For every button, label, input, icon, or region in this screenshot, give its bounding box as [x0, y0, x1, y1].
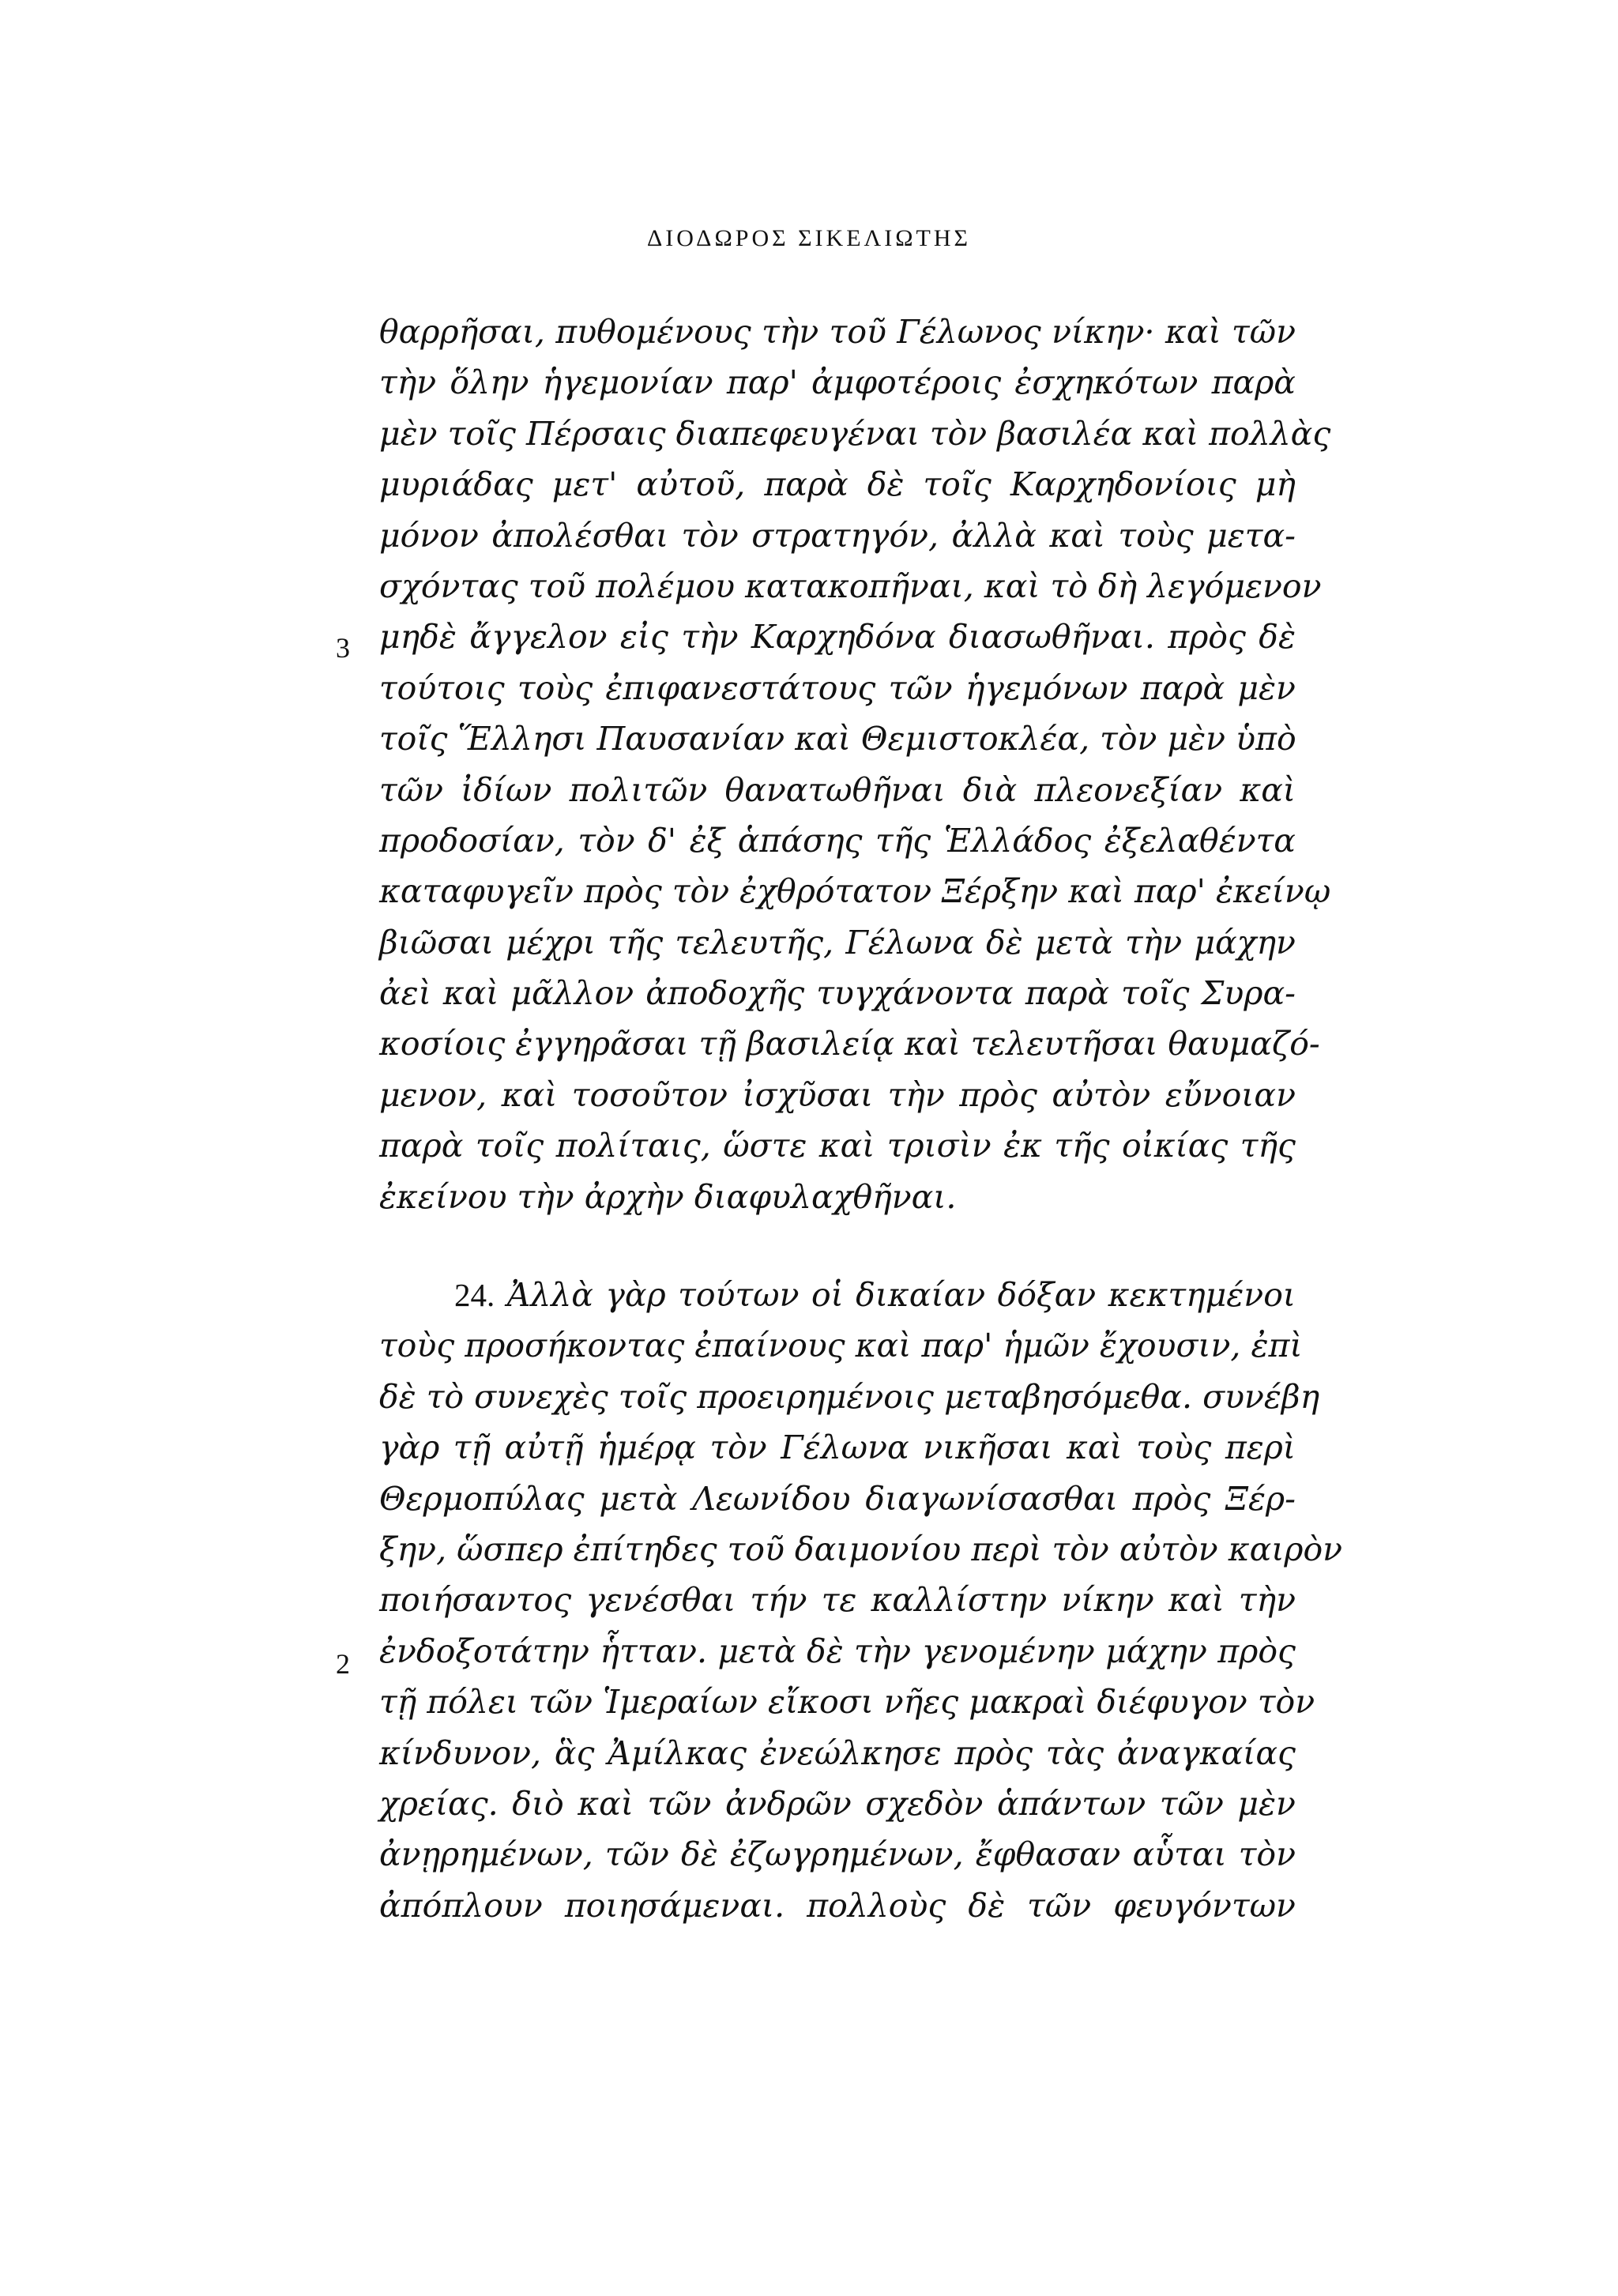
text-line: τῶν ἰδίων πολιτῶν θανατωθῆναι διὰ πλεονεξίαν καὶ: [379, 770, 1296, 809]
text-line: Θερμοπύλας μετὰ Λεωνίδου διαγωνίσασθαι πρὸς Ξέρ-: [379, 1479, 1296, 1518]
text-line: τὴν ὅλην ἡγεμονίαν παρ' ἀμφοτέροις ἐσχηκότων παρὰ: [379, 363, 1296, 402]
text-line: σχόντας τοῦ πολέμου κατακοπῆναι, καὶ τὸ δὴ λεγόμενον: [379, 566, 1322, 605]
text-line: μηδὲ ἄγγελον εἰς τὴν Καρχηδόνα διασωθῆναι. πρὸς δὲ: [379, 618, 1296, 657]
text-line: ποιήσαντος γενέσθαι τήν τε καλλίστην νίκην καὶ τὴν: [379, 1581, 1296, 1620]
paragraph-continued: [379, 307, 1331, 1222]
text-line: θαρρῆσαι, πυθομένους τὴν τοῦ Γέλωνος νίκην· καὶ τῶν: [379, 313, 1296, 351]
text-line: ἀνῃρημένων, τῶν δὲ ἐζωγρημένων, ἔφθασαν αὗται τὸν: [379, 1835, 1296, 1874]
text-line-start: Ἀλλὰ γὰρ τούτων οἱ δικαίαν δόξαν κεκτημένοι: [506, 1276, 1296, 1314]
margin-section-number: 2: [336, 1648, 350, 1680]
text-line: δὲ τὸ συνεχὲς τοῖς προειρημένοις μεταβησόμεθα. συνέβη: [379, 1377, 1320, 1416]
text-line: τῇ πόλει τῶν Ἱμεραίων εἴκοσι νῆες μακραὶ διέφυγον τὸν: [379, 1683, 1315, 1722]
text-line: ἀεὶ καὶ μᾶλλον ἀποδοχῆς τυγχάνοντα παρὰ τοῖς Συρα-: [379, 974, 1296, 1013]
text-line: προδοσίαν, τὸν δ' ἐξ ἁπάσης τῆς Ἑλλάδος ἐξελαθέντα: [379, 821, 1296, 860]
text-line: τούτοις τοὺς ἐπιφανεστάτους τῶν ἡγεμόνων παρὰ μὲν: [379, 668, 1296, 707]
section-first-line: [379, 1270, 1296, 1320]
text-line: ξην, ὥσπερ ἐπίτηδες τοῦ δαιμονίου περὶ τὸν αὐτὸν καιρὸν: [379, 1530, 1343, 1568]
text-line: μὲν τοῖς Πέρσαις διαπεφευγέναι τὸν βασιλέα καὶ πολλὰς: [379, 414, 1331, 453]
text-line: τοὺς προσήκοντας ἐπαίνους καὶ παρ' ἡμῶν ἔχουσιν, ἐπὶ: [379, 1327, 1303, 1365]
text-line: μυριάδας μετ' αὐτοῦ, παρὰ δὲ τοῖς Καρχηδονίοις μὴ: [379, 465, 1296, 504]
text-line: γὰρ τῇ αὐτῇ ἡμέρᾳ τὸν Γέλωνα νικῆσαι καὶ τοὺς περὶ: [379, 1428, 1296, 1467]
section-number: 24.: [454, 1277, 495, 1313]
text-line: βιῶσαι μέχρι τῆς τελευτῆς, Γέλωνα δὲ μετὰ τὴν μάχην: [379, 923, 1296, 962]
text-line: ἐκείνου τὴν ἀρχὴν διαφυλαχθῆναι.: [379, 1177, 957, 1216]
text-line: καταφυγεῖν πρὸς τὸν ἐχθρότατον Ξέρξην καὶ παρ' ἐκείνῳ: [379, 872, 1331, 911]
text-line: παρὰ τοῖς πολίταις, ὥστε καὶ τρισὶν ἐκ τῆς οἰκίας τῆς: [379, 1127, 1296, 1165]
text-line: κίνδυνον, ἃς Ἀμίλκας ἐνεώλκησε πρὸς τὰς ἀναγκαίας: [379, 1733, 1296, 1772]
margin-section-number: 3: [336, 632, 350, 664]
text-line: τοῖς Ἕλλησι Παυσανίαν καὶ Θεμιστοκλέα, τὸν μὲν ὑπὸ: [379, 720, 1296, 758]
text-line: χρείας. διὸ καὶ τῶν ἀνδρῶν σχεδὸν ἁπάντων τῶν μὲν: [379, 1784, 1296, 1823]
text-line: μόνον ἀπολέσθαι τὸν στρατηγόν, ἀλλὰ καὶ τοὺς μετα-: [379, 516, 1296, 555]
section-24-paragraph: [379, 1270, 1343, 1931]
text-line: κοσίοις ἐγγηρᾶσαι τῇ βασιλείᾳ καὶ τελευτῆσαι θαυμαζό-: [379, 1025, 1320, 1063]
text-line: μενον, καὶ τοσοῦτον ἰσχῦσαι τὴν πρὸς αὐτὸν εὔνοιαν: [379, 1075, 1296, 1114]
running-head: ΔΙΟΔΩΡΟΣ ΣΙΚΕΛΙΩΤΗΣ: [646, 225, 972, 251]
text-line: ἐνδοξοτάτην ἧτταν. μετὰ δὲ τὴν γενομένην μάχην πρὸς: [379, 1632, 1296, 1670]
text-line: ἀπόπλουν ποιησάμεναι. πολλοὺς δὲ τῶν φευγόντων: [379, 1886, 1296, 1925]
